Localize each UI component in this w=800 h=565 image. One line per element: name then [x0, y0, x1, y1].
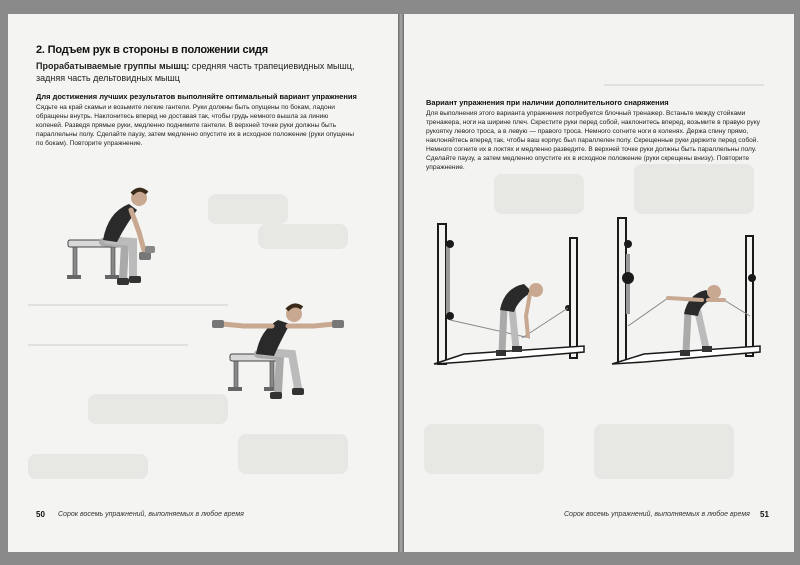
cable-start-illustration	[434, 216, 589, 376]
page-number: 51	[760, 510, 769, 519]
target-muscles	[36, 60, 366, 84]
variant-instructions-text: Для выполнения этого варианта упражнения потребуется блочный тренажер. Встаньте между стойками тренажера, ноги на ширине плеч. Скрестите руки перед собой, наклонитесь вперед, возьмите в правую руку рукоятку левого троса, а в левую — правого троса. Немного согните ноги в коленях. Держа спину прямо, наклоняйтесь вперед так, чтобы ваш корпус был параллелен полу. Скрещенные руки держите перед собой. Немного согните их в локтях и медленно разведите. В верхней точке руки должны быть параллельны полу. Сделайте паузу, а затем медленно опустите их в исходное положение (руки скрещены внизу). Повторите упражнение.	[426, 110, 760, 171]
variant-heading: Вариант упражнения при наличии дополнительного снаряжения	[426, 98, 669, 107]
bleed-through-line	[28, 344, 188, 346]
left-page	[8, 14, 398, 552]
exercise-title: 2. Подъем рук в стороны в положении сидя	[36, 44, 269, 56]
cable-raised-illustration	[604, 216, 764, 376]
right-page	[404, 14, 794, 552]
best-results-heading: Для достижения лучших результатов выполняйте оптимальный вариант упражнения	[36, 92, 357, 101]
bleed-through-line	[604, 84, 764, 86]
bleed-through-shape	[494, 174, 584, 214]
muscles-label: Прорабатываемые группы мышц:	[36, 61, 190, 71]
bleed-through-shape	[238, 434, 348, 474]
seated-raised-illustration	[208, 296, 348, 416]
bleed-through-shape	[424, 424, 544, 474]
bleed-through-shape	[258, 224, 348, 249]
page-number: 50	[36, 510, 45, 519]
muscles-text: средняя часть трапециевидных мышц, задняя часть дельтовидных мышц	[36, 61, 355, 83]
running-footer: Сорок восемь упражнений, выполняемых в любое время	[58, 511, 244, 518]
bleed-through-shape	[594, 424, 734, 479]
bleed-through-shape	[28, 454, 148, 479]
running-footer: Сорок восемь упражнений, выполняемых в любое время	[564, 511, 750, 518]
instructions-text: Сядьте на край скамьи и возьмите легкие гантели. Руки должны быть опущены по бокам, ладони обращены внутрь. Наклонитесь вперед не доставая так, чтобы грудь немного вышла за линию коленей. Разведя прямые руки, медленно поднимите гантели. В верхней точке руки должны быть параллельны полу. Сделайте паузу, затем медленно опустите их в исходное положение (руки опущены по бокам). Повторите упражнение.	[36, 104, 354, 147]
seated-start-illustration	[63, 182, 183, 297]
bleed-through-line	[28, 304, 228, 306]
bleed-through-shape	[88, 394, 228, 424]
bleed-through-shape	[208, 194, 288, 224]
